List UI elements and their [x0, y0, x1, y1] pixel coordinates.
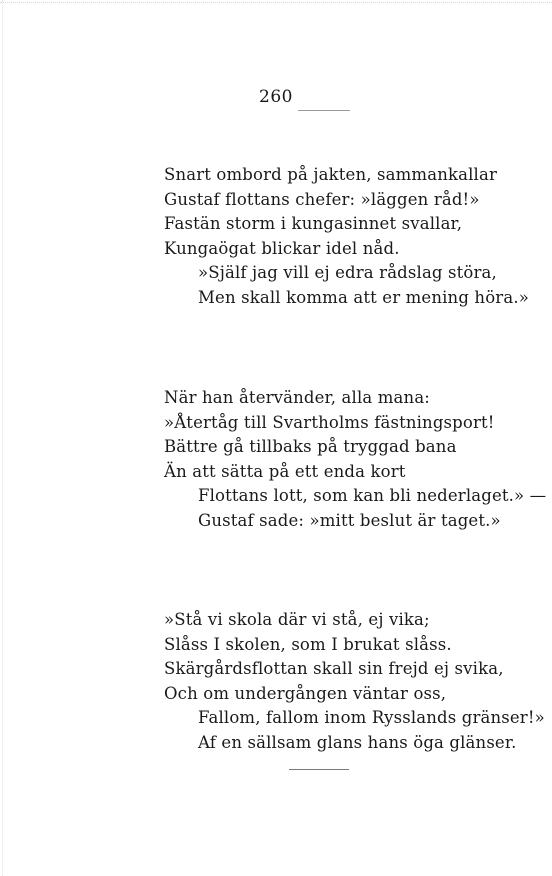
verse-line: Gustaf flottans chefer: »läggen råd!» — [164, 189, 480, 209]
verse-line-indented: Men skall komma att er mening höra.» — [198, 287, 529, 307]
verse-line: Än att sätta på ett enda kort — [164, 461, 406, 481]
page-number-rule — [298, 110, 350, 111]
section-end-rule — [289, 769, 349, 770]
stanza-2 — [164, 386, 547, 533]
stanza-3 — [164, 608, 544, 755]
verse-line-indented: Gustaf sade: »mitt beslut är taget.» — [198, 510, 501, 530]
verse-line: Snart ombord på jakten, sammankallar — [164, 165, 497, 184]
verse-line-indented: Fallom, fallom inom Rysslands gränser!» — [198, 708, 545, 727]
page-edge-top — [0, 2, 552, 3]
verse-line: När han återvänder, alla mana: — [164, 388, 431, 407]
page-edge-left — [2, 0, 3, 876]
verse-line: Skärgårdsflottan skall sin frejd ej svika, — [164, 659, 504, 678]
verse-line: Och om undergången väntar oss, — [164, 683, 447, 703]
page-number: 260 — [259, 87, 293, 107]
verse-line-indented: »Själf jag vill ej edra rådslag störa, — [198, 263, 497, 282]
verse-line-indented: Flottans lott, som kan bli nederlaget.» — — [198, 486, 547, 505]
verse-line: Kungaögat blickar idel nåd. — [164, 238, 400, 258]
verse-line: »Återtåg till Svartholms fästningsport! — [164, 412, 495, 432]
verse-line: Bättre gå tillbaks på tryggad bana — [164, 437, 457, 456]
verse-line: Slåss I skolen, som I brukat slåss. — [164, 634, 452, 654]
verse-line-indented: Af en sällsam glans hans öga glänser. — [198, 732, 517, 752]
stanza-1 — [164, 163, 544, 310]
verse-line: Fastän storm i kungasinnet svallar, — [164, 214, 463, 233]
verse-line: »Stå vi skola där vi stå, ej vika; — [164, 610, 430, 629]
